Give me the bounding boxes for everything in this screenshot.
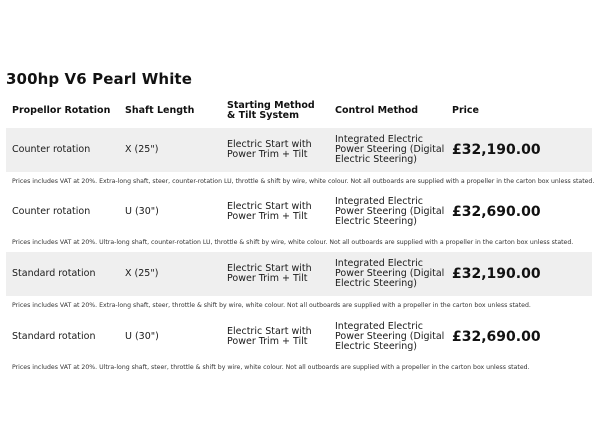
propellor-rotation-cell: Standard rotation <box>12 331 96 342</box>
table-header <box>6 98 594 128</box>
starting-method-cell: Electric Start with Power Trim + Tilt <box>227 201 312 222</box>
control-method-cell: Integrated Electric Power Steering (Digital Electric Steering) <box>335 196 445 227</box>
starting-method-cell: Electric Start with Power Trim + Tilt <box>227 263 312 284</box>
table-row <box>6 252 592 296</box>
price-cell: £32,690.00 <box>452 204 541 220</box>
header-propellor-rotation: Propellor Rotation <box>12 105 111 116</box>
price-cell: £32,190.00 <box>452 142 541 158</box>
header-control-method: Control Method <box>335 105 419 116</box>
price-note: Prices includes VAT at 20%. Extra-long shaft, steer, counter-rotation LU, throttle & shift by wire, white colour. Not all outboards are supplied with a propeller in the carton box unless stated. <box>12 178 595 185</box>
price-note: Prices includes VAT at 20%. Extra-long shaft, steer, throttle & shift by wire, white colour. Not all outboards are supplied with a propeller in the carton box unless stated. <box>12 302 531 309</box>
price-cell: £32,190.00 <box>452 266 541 282</box>
control-method-cell: Integrated Electric Power Steering (Digital Electric Steering) <box>335 134 445 165</box>
header-starting-method: Starting Method & Tilt System <box>227 100 315 121</box>
table-row <box>6 128 592 172</box>
price-cell: £32,690.00 <box>452 329 541 345</box>
table-row <box>6 190 592 234</box>
propellor-rotation-cell: Counter rotation <box>12 144 91 155</box>
header-shaft-length: Shaft Length <box>125 105 195 116</box>
shaft-length-cell: U (30") <box>125 206 159 217</box>
control-method-cell: Integrated Electric Power Steering (Digital Electric Steering) <box>335 258 445 289</box>
shaft-length-cell: X (25") <box>125 144 159 155</box>
shaft-length-cell: U (30") <box>125 331 159 342</box>
shaft-length-cell: X (25") <box>125 268 159 279</box>
page-title: 300hp V6 Pearl White <box>6 70 192 88</box>
header-price: Price <box>452 105 479 116</box>
table-row <box>6 315 592 359</box>
starting-method-cell: Electric Start with Power Trim + Tilt <box>227 139 312 160</box>
price-note: Prices includes VAT at 20%. Ultra-long shaft, counter-rotation LU, throttle & shift by wire, white colour. Not all outboards are supplied with a propeller in the carton box unless stated. <box>12 239 574 246</box>
control-method-cell: Integrated Electric Power Steering (Digital Electric Steering) <box>335 321 445 352</box>
starting-method-cell: Electric Start with Power Trim + Tilt <box>227 326 312 347</box>
price-note: Prices includes VAT at 20%. Ultra-long shaft, steer, throttle & shift by wire, white colour. Not all outboards are supplied with a propeller in the carton box unless stated. <box>12 364 530 371</box>
propellor-rotation-cell: Standard rotation <box>12 268 96 279</box>
propellor-rotation-cell: Counter rotation <box>12 206 91 217</box>
